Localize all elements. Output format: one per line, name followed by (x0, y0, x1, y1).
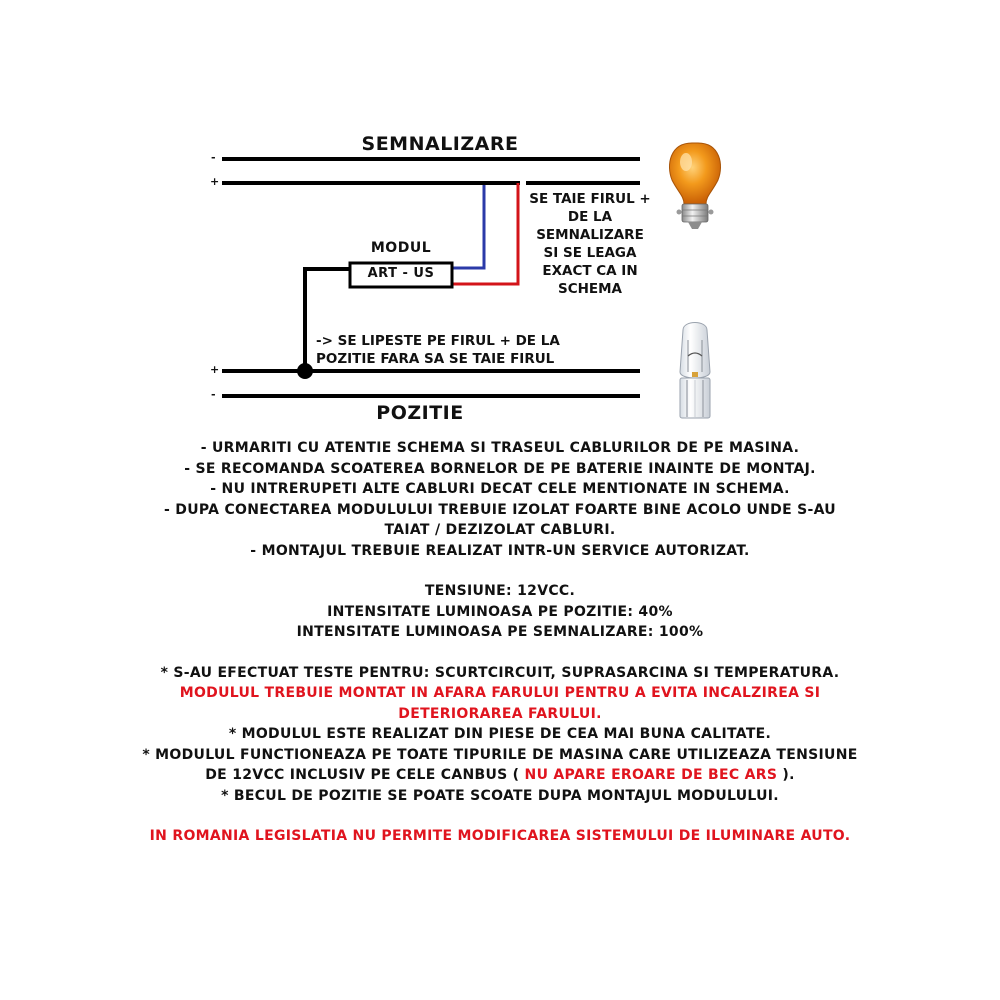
cut-note-line: SEMNALIZARE (536, 227, 644, 243)
amber-bulb-icon (669, 143, 720, 229)
position-minus-sign: - (211, 388, 216, 401)
solder-note-line: POZITIE FARA SA SE TAIE FIRUL (316, 351, 555, 367)
solder-note (316, 332, 560, 368)
quality-note: * MODULUL ESTE REALIZAT DIN PIESE DE CEA MAI BUNA CALITATE. (228, 726, 772, 742)
cut-note-line: EXACT CA IN (542, 263, 638, 279)
warning-line: MODULUL TREBUIE MONTAT IN AFARA FARULUI PENTRU A EVITA INCALZIREA SI (179, 685, 821, 701)
module-label: MODUL (370, 240, 432, 256)
instruction-line: - URMARITI CU ATENTIE SCHEMA SI TRASEUL CABLURILOR DE PE MASINA. (200, 440, 800, 456)
compat-note: * MODULUL FUNCTIONEAZA PE TOATE TIPURILE DE MASINA CARE UTILIZEAZA TENSIUNE (142, 746, 858, 763)
wiring-diagram (0, 0, 1000, 440)
spec-line: INTENSITATE LUMINOASA PE POZITIE: 40% (327, 603, 673, 620)
instruction-line: - NU INTRERUPETI ALTE CABLURI DECAT CELE MENTIONATE IN SCHEMA. (210, 481, 790, 497)
warning-line: DETERIORAREA FARULUI. (398, 705, 602, 722)
compat-post: ). (777, 767, 795, 783)
signal-plus-sign: + (210, 175, 220, 188)
instruction-line: - MONTAJUL TREBUIE REALIZAT INTR-UN SERVICE AUTORIZAT. (250, 542, 750, 559)
tests-note: * S-AU EFECTUAT TESTE PENTRU: SCURTCIRCUIT, SUPRASARCINA SI TEMPERATURA. (160, 664, 840, 681)
signal-minus-sign: - (211, 151, 216, 164)
position-title: POZITIE (376, 402, 464, 424)
cut-note-line: SI SE LEAGA (543, 245, 637, 261)
instruction-line: - SE RECOMANDA SCOATEREA BORNELOR DE PE BATERIE INAINTE DE MONTAJ. (184, 460, 816, 477)
signal-title: SEMNALIZARE (361, 133, 519, 155)
instruction-line: TAIAT / DEZIZOLAT CABLURI. (384, 522, 616, 538)
spec-line: INTENSITATE LUMINOASA PE SEMNALIZARE: 100% (296, 624, 704, 640)
solder-note-line: -> SE LIPESTE PE FIRUL + DE LA (316, 333, 560, 349)
position-plus-sign: + (210, 363, 220, 376)
instruction-line: - DUPA CONECTAREA MODULULUI TREBUIE IZOLAT FOARTE BINE ACOLO UNDE S-AU (164, 501, 836, 518)
cut-note (520, 190, 660, 298)
blue-wire (452, 185, 484, 268)
spec-line: TENSIUNE: 12VCC. (424, 583, 576, 599)
compat-red: NU APARE EROARE DE BEC ARS (524, 767, 778, 783)
cut-note-line: SCHEMA (557, 281, 623, 297)
legal-note: IN ROMANIA LEGISLATIA NU PERMITE MODIFICAREA SISTEMULUI DE ILUMINARE AUTO. (149, 828, 851, 844)
instructions-block (0, 438, 1000, 847)
compat-note-line2 (0, 765, 1000, 786)
bulb-removal-note: * BECUL DE POZITIE SE POATE SCOATE DUPA MONTAJUL MODULULUI. (221, 787, 779, 804)
compat-pre: DE 12VCC INCLUSIV PE CELE CANBUS ( (205, 767, 525, 783)
solder-point (297, 363, 313, 379)
clear-wedge-bulb-icon (680, 323, 710, 419)
cut-note-line: SE TAIE FIRUL + (529, 191, 651, 207)
cut-note-line: DE LA (567, 209, 613, 225)
module-name: ART - US (367, 266, 435, 281)
